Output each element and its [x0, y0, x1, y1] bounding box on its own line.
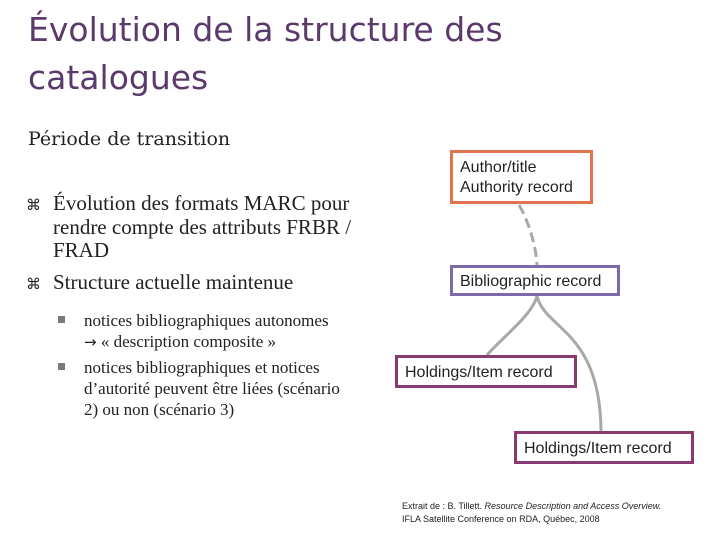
- authority-box-line1: Author/title: [460, 159, 537, 176]
- sub-bullet-text: notices bibliographiques et notices d’autorité peuvent être liées (scénario 2) ou non (scénario 3): [84, 358, 340, 419]
- command-bullet-icon: ⌘: [26, 196, 41, 214]
- right-arrow-icon: →: [84, 333, 97, 351]
- author-title-authority-record-box: [450, 150, 593, 204]
- connector-author-to-bibliographic: [519, 205, 537, 265]
- subtitle: Période de transition: [28, 128, 231, 150]
- sub-bullet-text-composite: « description composite »: [100, 332, 276, 351]
- bullet-text: Évolution des formats MARC pour rendre compte des attributs FRBR / FRAD: [53, 191, 352, 262]
- caption-line2: IFLA Satellite Conference on RDA, Québec, 2008: [402, 514, 600, 524]
- bullet-text: Structure actuelle maintenue: [53, 269, 294, 294]
- source-caption: [402, 500, 717, 526]
- sub-bullet-text: notices bibliographiques autonomes: [84, 311, 329, 330]
- holdings-item-record-box-2: Holdings/Item record: [514, 431, 694, 464]
- caption-prefix: Extrait de : B. Tillett.: [402, 501, 483, 511]
- page-title: Évolution de la structure des catalogues: [28, 10, 503, 97]
- bibliographic-record-box: Bibliographic record: [450, 265, 620, 296]
- holdings-item-record-box-1: Holdings/Item record: [395, 355, 577, 388]
- caption-title: Resource Description and Access Overview.: [484, 501, 662, 511]
- authority-box-line2: Authority record: [460, 179, 573, 196]
- connector-bibliographic-to-holdings-1: [487, 296, 537, 355]
- command-bullet-icon: ⌘: [26, 274, 41, 293]
